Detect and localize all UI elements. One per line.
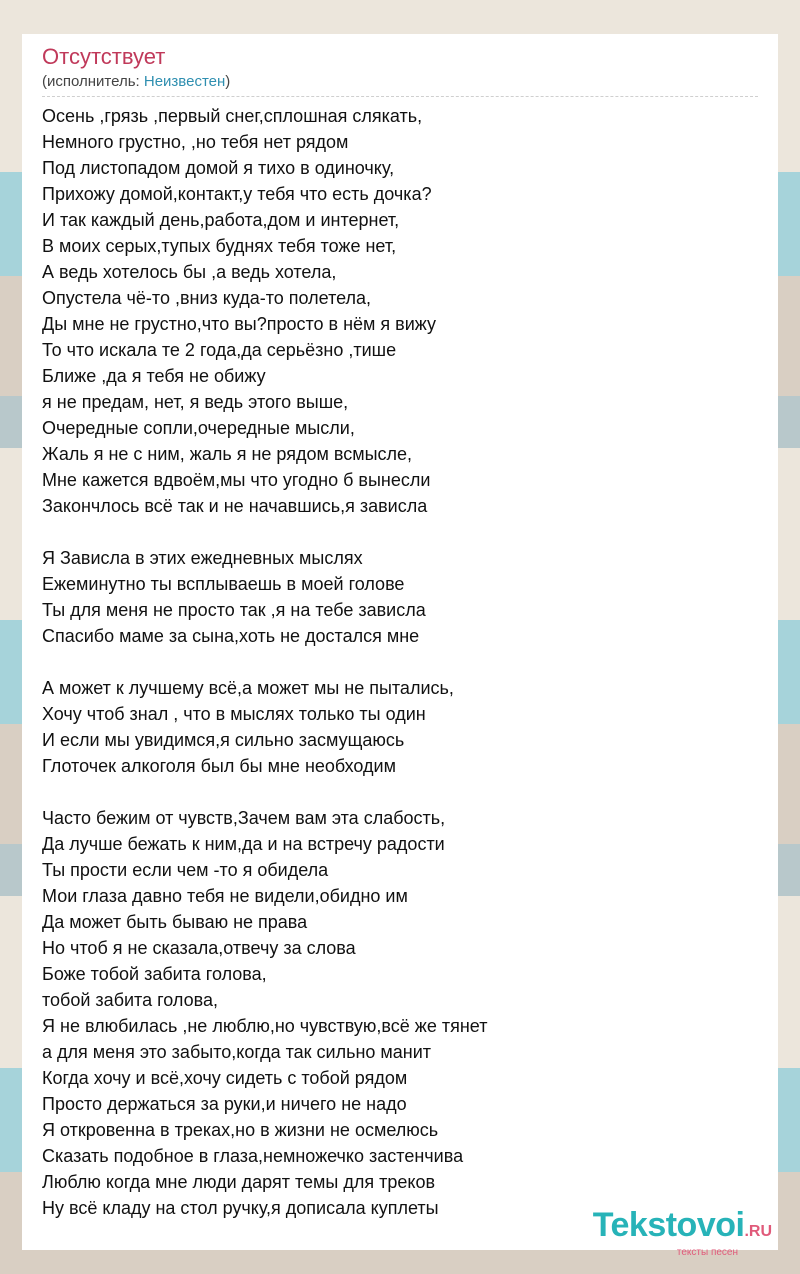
lyric-line: Прихожу домой,контакт,у тебя что есть дочка?: [42, 184, 432, 204]
lyric-line: И так каждый день,работа,дом и интернет,: [42, 210, 400, 230]
lyric-line: Но чтоб я не сказала,отвечу за слова: [42, 938, 356, 958]
lyrics-text: [42, 103, 758, 1221]
lyric-line: Хочу чтоб знал , что в мыслях только ты один: [42, 704, 426, 724]
lyric-line: Закончлось всё так и не начавшись,я зависла: [42, 496, 428, 516]
lyric-line: Да может быть бываю не права: [42, 912, 308, 932]
lyric-line: Я не влюбилась ,не люблю,но чувствую,всё же тянет: [42, 1016, 488, 1036]
site-logo[interactable]: [593, 1208, 772, 1259]
lyric-line: А ведь хотелось бы ,а ведь хотела,: [42, 262, 337, 282]
lyric-line: Люблю когда мне люди дарят темы для треков: [42, 1172, 436, 1192]
song-title: Отсутствует: [42, 44, 166, 69]
lyric-line: а для меня это забыто,когда так сильно манит: [42, 1042, 432, 1062]
lyric-line: я не предам, нет, я ведь этого выше,: [42, 392, 349, 412]
lyric-line: Когда хочу и всё,хочу сидеть с тобой рядом: [42, 1068, 408, 1088]
lyric-line: Очередные сопли,очередные мысли,: [42, 418, 355, 438]
lyric-line: Опустела чё-то ,вниз куда-то полетела,: [42, 288, 372, 308]
lyric-line: Сказать подобное в глаза,немножечко застенчива: [42, 1146, 464, 1166]
logo-tld: .RU: [744, 1223, 772, 1240]
lyric-line: В моих серых,тупых буднях тебя тоже нет,: [42, 236, 397, 256]
lyric-line: тобой забита голова,: [42, 990, 218, 1010]
stanza-break: [42, 519, 758, 545]
lyric-line: Да лучше бежать к ним,да и на встречу радости: [42, 834, 445, 854]
lyric-line: Просто держаться за руки,и ничего не надо: [42, 1094, 407, 1114]
meta-prefix: (исполнитель:: [42, 73, 144, 90]
lyric-line: Часто бежим от чувств,Зачем вам эта слабость,: [42, 808, 446, 828]
stanza-break: [42, 649, 758, 675]
lyric-line: Ежеминутно ты всплываешь в моей голове: [42, 574, 405, 594]
lyric-line: Осень ,грязь ,первый снег,сплошная слякать,: [42, 106, 423, 126]
lyric-line: Немного грустно, ,но тебя нет рядом: [42, 132, 349, 152]
song-meta: [42, 72, 758, 92]
meta-suffix: ): [225, 73, 231, 90]
lyric-line: Жаль я не с ним, жаль я не рядом всмысле,: [42, 444, 413, 464]
logo-name: Tekstovoi: [592, 1206, 745, 1244]
lyric-line: Ну всё кладу на стол ручку,я дописала куплеты: [42, 1198, 439, 1218]
lyric-line: Мои глаза давно тебя не видели,обидно им: [42, 886, 408, 906]
logo-tagline: тексты песен: [676, 1247, 738, 1258]
lyric-line: Под листопадом домой я тихо в одиночку,: [42, 158, 395, 178]
lyric-line: Глоточек алкоголя был бы мне необходим: [42, 756, 396, 776]
lyric-line: Ды мне не грустно,что вы?просто в нём я вижу: [42, 314, 437, 334]
lyric-line: Боже тобой забита голова,: [42, 964, 267, 984]
lyric-line: А может к лучшему всё,а может мы не пытались,: [42, 678, 454, 698]
lyric-line: Я откровенна в треках,но в жизни не осмелюсь: [42, 1120, 439, 1140]
lyric-line: Мне кажется вдвоём,мы что угодно б вынесли: [42, 470, 431, 490]
lyric-line: Я Зависла в этих ежедневных мыслях: [42, 548, 363, 568]
lyric-line: Ты для меня не просто так ,я на тебе зависла: [42, 600, 426, 620]
lyric-line: Ближе ,да я тебя не обижу: [42, 366, 266, 386]
lyric-line: То что искала те 2 года,да серьёзно ,тише: [42, 340, 397, 360]
lyric-line: И если мы увидимся,я сильно засмущаюсь: [42, 730, 405, 750]
title-divider: [42, 96, 758, 97]
lyrics-card: [22, 34, 778, 1250]
lyric-line: Спасибо маме за сына,хоть не достался мне: [42, 626, 420, 646]
stanza-break: [42, 779, 758, 805]
artist-link[interactable]: Неизвестен: [143, 73, 226, 90]
lyric-line: Ты прости если чем -то я обидела: [42, 860, 329, 880]
logo-wordmark: [593, 1208, 772, 1249]
